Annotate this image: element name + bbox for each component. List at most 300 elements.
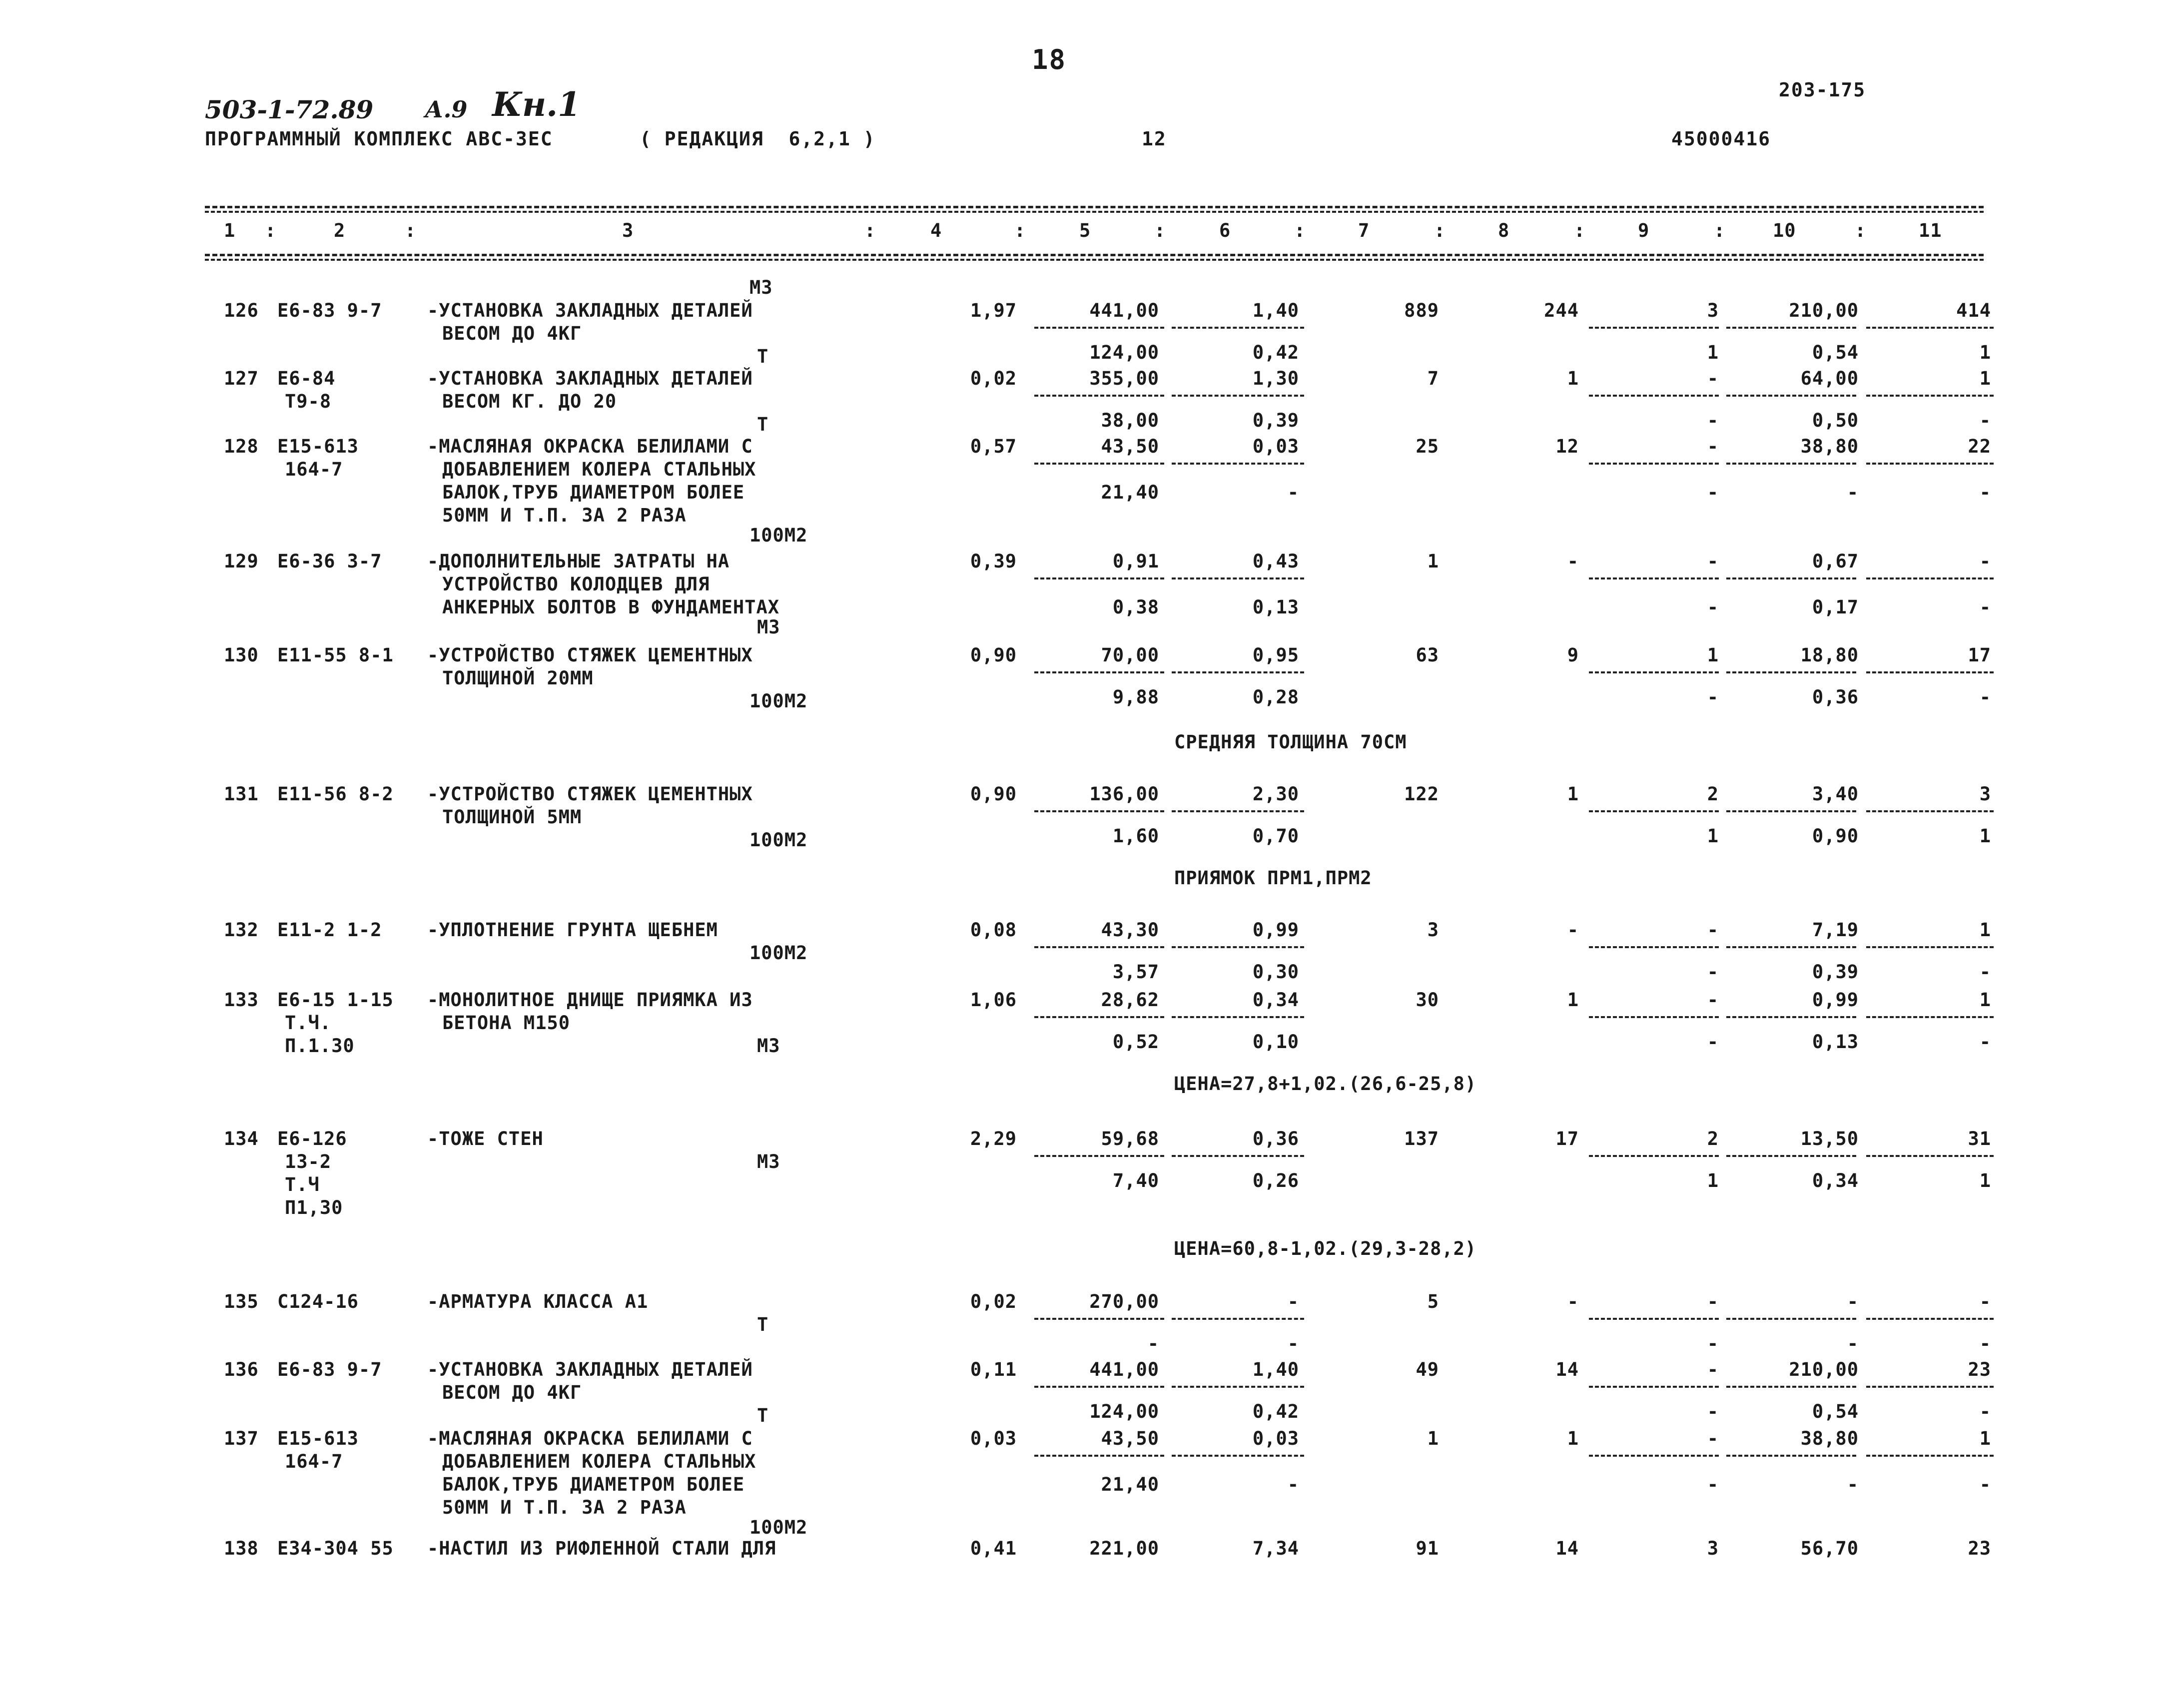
- value-c5-second: 1,60: [1112, 825, 1159, 847]
- fraction-line: [1866, 1455, 1994, 1457]
- value-c10-second: 0,17: [1812, 596, 1859, 618]
- fraction-line: [1589, 671, 1719, 673]
- column-separator: :: [1714, 220, 1725, 241]
- fraction-line: [1172, 1455, 1304, 1457]
- value-c8: 12: [1555, 436, 1579, 457]
- value-c10: 3,40: [1812, 783, 1859, 805]
- value-c11-second: 1: [1979, 342, 1991, 363]
- fraction-line: [1726, 1155, 1856, 1157]
- work-description: УСТРОЙСТВО КОЛОДЦЕВ ДЛЯ: [442, 573, 710, 595]
- unit-label: М3: [757, 1151, 780, 1172]
- value-c6-second: 0,26: [1252, 1170, 1299, 1191]
- fraction-line: [1726, 1016, 1856, 1018]
- value-c11-second: -: [1979, 1401, 1991, 1422]
- row-number: 129: [224, 551, 259, 572]
- value-c9: -: [1707, 1291, 1719, 1312]
- fraction-line: [1589, 577, 1719, 579]
- column-separator: :: [405, 220, 416, 241]
- quantity: 0,39: [970, 551, 1017, 572]
- fraction-line: [1726, 327, 1856, 329]
- fraction-line: [1589, 946, 1719, 948]
- work-description: -АРМАТУРА КЛАССА А1: [427, 1291, 649, 1312]
- row-number: 133: [224, 989, 259, 1011]
- value-c10: 0,99: [1812, 989, 1859, 1011]
- fraction-line: [1172, 395, 1304, 397]
- fraction-line: [1866, 1016, 1994, 1018]
- unit-label: Т: [757, 1314, 769, 1335]
- work-description: -МАСЛЯНАЯ ОКРАСКА БЕЛИЛАМИ С: [427, 1428, 753, 1449]
- fraction-line: [1034, 1016, 1164, 1018]
- document-id: 45000416: [1671, 128, 1771, 150]
- unit-label: М3: [757, 616, 780, 638]
- fraction-line: [1172, 1318, 1304, 1320]
- norm-code: Е34-304 55: [277, 1538, 394, 1559]
- work-description: ВЕСОМ ДО 4КГ: [442, 323, 582, 344]
- fraction-line: [1034, 1318, 1164, 1320]
- norm-code: Е15-613: [277, 436, 359, 457]
- quantity: 0,90: [970, 644, 1017, 666]
- column-header-8: 8: [1498, 220, 1510, 241]
- album-code: А.9: [425, 96, 468, 123]
- value-c9-second: -: [1707, 410, 1719, 431]
- work-description: -УСТАНОВКА ЗАКЛАДНЫХ ДЕТАЛЕЙ: [427, 368, 753, 389]
- fraction-line: [1589, 1455, 1719, 1457]
- value-c11: 23: [1968, 1359, 1991, 1380]
- value-c6-second: -: [1287, 482, 1299, 503]
- row-number: 126: [224, 300, 259, 321]
- program-title: ПРОГРАММНЫЙ КОМПЛЕКС АВС-3ЕС: [205, 128, 553, 150]
- column-separator: :: [265, 220, 276, 241]
- work-description: -УПЛОТНЕНИЕ ГРУНТА ЩЕБНЕМ: [427, 919, 718, 941]
- value-c10-second: 0,54: [1812, 342, 1859, 363]
- fraction-line: [1866, 1386, 1994, 1388]
- value-c8: 1: [1567, 1428, 1579, 1449]
- value-c11: 414: [1956, 300, 1991, 321]
- value-c11: 1: [1979, 1428, 1991, 1449]
- value-c8: 1: [1567, 783, 1579, 805]
- value-c9-second: -: [1707, 1333, 1719, 1354]
- quantity: 0,11: [970, 1359, 1017, 1380]
- fraction-line: [1172, 810, 1304, 812]
- work-description: -УСТАНОВКА ЗАКЛАДНЫХ ДЕТАЛЕЙ: [427, 1359, 753, 1380]
- value-c9-second: -: [1707, 482, 1719, 503]
- value-c5-second: 0,52: [1112, 1031, 1159, 1053]
- value-c6: -: [1287, 1291, 1299, 1312]
- fraction-line: [1172, 1016, 1304, 1018]
- norm-code: Е6-15 1-15: [277, 989, 394, 1011]
- value-c9: 3: [1707, 1538, 1719, 1559]
- quantity: 2,29: [970, 1128, 1017, 1149]
- norm-code-line: Т.Ч.: [285, 1012, 332, 1034]
- work-description: ДОБАВЛЕНИЕМ КОЛЕРА СТАЛЬНЫХ: [442, 1451, 756, 1472]
- value-c8: 1: [1567, 368, 1579, 389]
- work-description: -УСТРОЙСТВО СТЯЖЕК ЦЕМЕНТНЫХ: [427, 644, 753, 666]
- norm-code: Е11-2 1-2: [277, 919, 382, 941]
- value-c9: -: [1707, 989, 1719, 1011]
- value-c5: 28,62: [1101, 989, 1159, 1011]
- value-c6: 1,40: [1252, 300, 1299, 321]
- value-c9-second: -: [1707, 961, 1719, 983]
- value-c10: 64,00: [1800, 368, 1859, 389]
- column-header-6: 6: [1219, 220, 1231, 241]
- value-c11: 31: [1968, 1128, 1991, 1149]
- fraction-line: [1172, 577, 1304, 579]
- fraction-line: [1172, 463, 1304, 465]
- value-c11: -: [1979, 551, 1991, 572]
- unit-label: 100М2: [749, 1517, 808, 1538]
- work-description: АНКЕРНЫХ БОЛТОВ В ФУНДАМЕНТАХ: [442, 596, 780, 618]
- value-c7: 30: [1416, 989, 1439, 1011]
- header-rule-top: [205, 206, 1984, 208]
- row-number: 128: [224, 436, 259, 457]
- value-c9: 2: [1707, 1128, 1719, 1149]
- norm-code-line: Т9-8: [285, 391, 332, 412]
- quantity: 1,97: [970, 300, 1017, 321]
- column-header-3: 3: [622, 220, 634, 241]
- value-c10: 18,80: [1800, 644, 1859, 666]
- row-number: 138: [224, 1538, 259, 1559]
- value-c5-second: 9,88: [1112, 686, 1159, 708]
- value-c10: 38,80: [1800, 436, 1859, 457]
- fraction-line: [1034, 810, 1164, 812]
- fraction-line: [1034, 1455, 1164, 1457]
- unit-label: М3: [749, 277, 773, 298]
- value-c10: 38,80: [1800, 1428, 1859, 1449]
- value-c6: 7,34: [1252, 1538, 1299, 1559]
- column-separator: :: [864, 220, 876, 241]
- fraction-line: [1172, 671, 1304, 673]
- row-number: 136: [224, 1359, 259, 1380]
- value-c9-second: -: [1707, 1401, 1719, 1422]
- work-description: ТОЛЩИНОЙ 20ММ: [442, 667, 594, 689]
- value-c10-second: 0,50: [1812, 410, 1859, 431]
- value-c6: 0,36: [1252, 1128, 1299, 1149]
- value-c11-second: -: [1979, 961, 1991, 983]
- value-c9: -: [1707, 436, 1719, 457]
- fraction-line: [1866, 463, 1994, 465]
- quantity: 0,02: [970, 1291, 1017, 1312]
- fraction-line: [1034, 327, 1164, 329]
- price-note: ПРИЯМОК ПРМ1,ПРМ2: [1174, 867, 1372, 889]
- value-c11-second: -: [1979, 410, 1991, 431]
- norm-code: Е15-613: [277, 1428, 359, 1449]
- value-c10-second: -: [1847, 1333, 1859, 1354]
- norm-code: Е6-83 9-7: [277, 1359, 382, 1380]
- value-c11-second: 1: [1979, 825, 1991, 847]
- value-c5: 441,00: [1089, 300, 1159, 321]
- header-rule-top-2: [205, 211, 1984, 213]
- column-header-9: 9: [1638, 220, 1650, 241]
- column-separator: :: [1434, 220, 1446, 241]
- fraction-line: [1589, 463, 1719, 465]
- value-c5: 43,50: [1101, 1428, 1159, 1449]
- value-c10: 7,19: [1812, 919, 1859, 941]
- norm-code: Е6-36 3-7: [277, 551, 382, 572]
- fraction-line: [1589, 395, 1719, 397]
- row-number: 130: [224, 644, 259, 666]
- work-description: ДОБАВЛЕНИЕМ КОЛЕРА СТАЛЬНЫХ: [442, 459, 756, 480]
- value-c7: 25: [1416, 436, 1439, 457]
- value-c5: 59,68: [1101, 1128, 1159, 1149]
- value-c9-second: -: [1707, 1474, 1719, 1495]
- column-header-4: 4: [930, 220, 942, 241]
- value-c10-second: -: [1847, 482, 1859, 503]
- value-c6: 0,34: [1252, 989, 1299, 1011]
- column-separator: :: [1014, 220, 1026, 241]
- row-number: 131: [224, 783, 259, 805]
- value-c6-second: 0,39: [1252, 410, 1299, 431]
- norm-code: Е6-84: [277, 368, 336, 389]
- value-c9-second: -: [1707, 1031, 1719, 1053]
- value-c6-second: 0,10: [1252, 1031, 1299, 1053]
- quantity: 0,41: [970, 1538, 1017, 1559]
- quantity: 0,57: [970, 436, 1017, 457]
- value-c6-second: 0,28: [1252, 686, 1299, 708]
- value-c11: 1: [1979, 368, 1991, 389]
- value-c6: 0,03: [1252, 436, 1299, 457]
- norm-code: С124-16: [277, 1291, 359, 1312]
- fraction-line: [1034, 577, 1164, 579]
- row-number: 135: [224, 1291, 259, 1312]
- value-c10-second: 0,13: [1812, 1031, 1859, 1053]
- work-description: -УСТРОЙСТВО СТЯЖЕК ЦЕМЕНТНЫХ: [427, 783, 753, 805]
- work-description: -ДОПОЛНИТЕЛЬНЫЕ ЗАТРАТЫ НА: [427, 551, 730, 572]
- fraction-line: [1172, 327, 1304, 329]
- value-c6: 0,99: [1252, 919, 1299, 941]
- value-c5: 43,50: [1101, 436, 1159, 457]
- value-c6-second: -: [1287, 1333, 1299, 1354]
- value-c7: 137: [1404, 1128, 1439, 1149]
- fraction-line: [1589, 810, 1719, 812]
- fraction-line: [1726, 810, 1856, 812]
- value-c7: 7: [1427, 368, 1439, 389]
- column-header-10: 10: [1773, 220, 1796, 241]
- unit-label: 100М2: [749, 942, 808, 964]
- column-header-7: 7: [1358, 220, 1370, 241]
- fraction-line: [1866, 577, 1994, 579]
- fraction-line: [1726, 1318, 1856, 1320]
- book-code: Кн.1: [492, 85, 581, 124]
- value-c5: 441,00: [1089, 1359, 1159, 1380]
- value-c7: 122: [1404, 783, 1439, 805]
- fraction-line: [1866, 1318, 1994, 1320]
- row-number: 137: [224, 1428, 259, 1449]
- value-c5: 270,00: [1089, 1291, 1159, 1312]
- quantity: 1,06: [970, 989, 1017, 1011]
- quantity: 0,02: [970, 368, 1017, 389]
- sheet-number: 12: [1142, 128, 1167, 150]
- value-c11-second: -: [1979, 1474, 1991, 1495]
- row-number: 127: [224, 368, 259, 389]
- quantity: 0,03: [970, 1428, 1017, 1449]
- value-c6-second: 0,42: [1252, 1401, 1299, 1422]
- value-c7: 5: [1427, 1291, 1439, 1312]
- value-c11-second: 1: [1979, 1170, 1991, 1191]
- value-c9: -: [1707, 368, 1719, 389]
- value-c5-second: 0,38: [1112, 596, 1159, 618]
- row-number: 132: [224, 919, 259, 941]
- fraction-line: [1589, 1155, 1719, 1157]
- value-c6: 1,30: [1252, 368, 1299, 389]
- fraction-line: [1034, 463, 1164, 465]
- fraction-line: [1172, 1155, 1304, 1157]
- value-c8: -: [1567, 551, 1579, 572]
- value-c6: 2,30: [1252, 783, 1299, 805]
- value-c6-second: -: [1287, 1474, 1299, 1495]
- work-description: 50ММ И Т.П. ЗА 2 РАЗА: [442, 505, 687, 526]
- column-header-5: 5: [1079, 220, 1091, 241]
- fraction-line: [1726, 1386, 1856, 1388]
- value-c6: 0,03: [1252, 1428, 1299, 1449]
- value-c7: 63: [1416, 644, 1439, 666]
- price-note: СРЕДНЯЯ ТОЛЩИНА 70СМ: [1174, 731, 1407, 753]
- value-c7: 1: [1427, 551, 1439, 572]
- value-c8: 14: [1555, 1359, 1579, 1380]
- value-c9-second: 1: [1707, 1170, 1719, 1191]
- page-number: 18: [1032, 44, 1067, 75]
- value-c5-second: -: [1147, 1333, 1159, 1354]
- column-separator: :: [1154, 220, 1166, 241]
- value-c9: 3: [1707, 300, 1719, 321]
- value-c11: -: [1979, 1291, 1991, 1312]
- value-c10: 210,00: [1789, 1359, 1859, 1380]
- work-description: ВЕСОМ КГ. ДО 20: [442, 391, 617, 412]
- value-c6: 0,43: [1252, 551, 1299, 572]
- column-header-2: 2: [334, 220, 346, 241]
- value-c11: 1: [1979, 989, 1991, 1011]
- value-c10: -: [1847, 1291, 1859, 1312]
- value-c8: 9: [1567, 644, 1579, 666]
- doc-code: 503-1-72.89: [205, 95, 374, 124]
- value-c5-second: 3,57: [1112, 961, 1159, 983]
- value-c8: 17: [1555, 1128, 1579, 1149]
- value-c11-second: -: [1979, 1333, 1991, 1354]
- value-c10-second: 0,36: [1812, 686, 1859, 708]
- norm-code-line: 13-2: [285, 1151, 332, 1172]
- value-c9-second: -: [1707, 686, 1719, 708]
- norm-code-line: П1,30: [285, 1197, 343, 1218]
- value-c5-second: 21,40: [1101, 1474, 1159, 1495]
- fraction-line: [1726, 946, 1856, 948]
- edition: ( РЕДАКЦИЯ 6,2,1 ): [640, 128, 876, 150]
- fraction-line: [1589, 327, 1719, 329]
- value-c5: 0,91: [1112, 551, 1159, 572]
- unit-label: 100М2: [749, 690, 808, 712]
- norm-code-line: П.1.30: [285, 1035, 355, 1057]
- norm-code: Е6-126: [277, 1128, 347, 1149]
- value-c5: 221,00: [1089, 1538, 1159, 1559]
- value-c7: 3: [1427, 919, 1439, 941]
- fraction-line: [1866, 946, 1994, 948]
- work-description: -УСТАНОВКА ЗАКЛАДНЫХ ДЕТАЛЕЙ: [427, 300, 753, 321]
- value-c10-second: 0,34: [1812, 1170, 1859, 1191]
- value-c10: 13,50: [1800, 1128, 1859, 1149]
- value-c11: 1: [1979, 919, 1991, 941]
- price-note: ЦЕНА=60,8-1,02.(29,3-28,2): [1174, 1238, 1477, 1259]
- work-description: -МОНОЛИТНОЕ ДНИЩЕ ПРИЯМКА ИЗ: [427, 989, 753, 1011]
- work-description: -НАСТИЛ ИЗ РИФЛЕННОЙ СТАЛИ ДЛЯ: [427, 1538, 776, 1559]
- value-c5-second: 124,00: [1089, 1401, 1159, 1422]
- value-c5: 43,30: [1101, 919, 1159, 941]
- column-separator: :: [1294, 220, 1306, 241]
- fraction-line: [1866, 395, 1994, 397]
- value-c8: -: [1567, 919, 1579, 941]
- value-c11: 3: [1979, 783, 1991, 805]
- unit-label: Т: [757, 414, 769, 435]
- work-description: БАЛОК,ТРУБ ДИАМЕТРОМ БОЛЕЕ: [442, 1474, 745, 1495]
- value-c8: 244: [1544, 300, 1579, 321]
- work-description: -ТОЖЕ СТЕН: [427, 1128, 544, 1149]
- fraction-line: [1172, 946, 1304, 948]
- value-c6: 1,40: [1252, 1359, 1299, 1380]
- value-c5-second: 124,00: [1089, 342, 1159, 363]
- value-c11-second: -: [1979, 596, 1991, 618]
- unit-label: Т: [757, 1405, 769, 1426]
- work-description: 50ММ И Т.П. ЗА 2 РАЗА: [442, 1497, 687, 1518]
- fraction-line: [1589, 1386, 1719, 1388]
- fraction-line: [1866, 327, 1994, 329]
- fraction-line: [1172, 1386, 1304, 1388]
- value-c7: 49: [1416, 1359, 1439, 1380]
- value-c9: 2: [1707, 783, 1719, 805]
- unit-label: 100М2: [749, 525, 808, 546]
- value-c5: 70,00: [1101, 644, 1159, 666]
- price-note: ЦЕНА=27,8+1,02.(26,6-25,8): [1174, 1073, 1477, 1095]
- work-description: ТОЛЩИНОЙ 5ММ: [442, 806, 582, 828]
- unit-label: М3: [757, 1035, 780, 1057]
- value-c10: 56,70: [1800, 1538, 1859, 1559]
- fraction-line: [1034, 395, 1164, 397]
- value-c6-second: 0,42: [1252, 342, 1299, 363]
- value-c11-second: -: [1979, 482, 1991, 503]
- fraction-line: [1034, 671, 1164, 673]
- work-description: ВЕСОМ ДО 4КГ: [442, 1382, 582, 1403]
- value-c6: 0,95: [1252, 644, 1299, 666]
- value-c5-second: 38,00: [1101, 410, 1159, 431]
- value-c10: 0,67: [1812, 551, 1859, 572]
- value-c8: 14: [1555, 1538, 1579, 1559]
- value-c5: 355,00: [1089, 368, 1159, 389]
- value-c7: 1: [1427, 1428, 1439, 1449]
- norm-code-line: 164-7: [285, 459, 343, 480]
- value-c5-second: 7,40: [1112, 1170, 1159, 1191]
- value-c9: -: [1707, 551, 1719, 572]
- norm-code-line: 164-7: [285, 1451, 343, 1472]
- unit-label: 100М2: [749, 829, 808, 851]
- header-rule-bottom-2: [205, 259, 1984, 261]
- value-c9: -: [1707, 1428, 1719, 1449]
- fraction-line: [1726, 395, 1856, 397]
- value-c9-second: -: [1707, 596, 1719, 618]
- column-header-1: 1: [224, 220, 236, 241]
- norm-code: Е11-55 8-1: [277, 644, 394, 666]
- fraction-line: [1726, 671, 1856, 673]
- value-c8: -: [1567, 1291, 1579, 1312]
- header-rule-bottom: [205, 254, 1984, 256]
- quantity: 0,90: [970, 783, 1017, 805]
- column-separator: :: [1855, 220, 1866, 241]
- value-c11: 22: [1968, 436, 1991, 457]
- row-number: 134: [224, 1128, 259, 1149]
- value-c9-second: 1: [1707, 825, 1719, 847]
- value-c7: 91: [1416, 1538, 1439, 1559]
- fraction-line: [1034, 946, 1164, 948]
- column-separator: :: [1574, 220, 1585, 241]
- fraction-line: [1866, 671, 1994, 673]
- value-c10-second: 0,54: [1812, 1401, 1859, 1422]
- value-c9: -: [1707, 919, 1719, 941]
- value-c5-second: 21,40: [1101, 482, 1159, 503]
